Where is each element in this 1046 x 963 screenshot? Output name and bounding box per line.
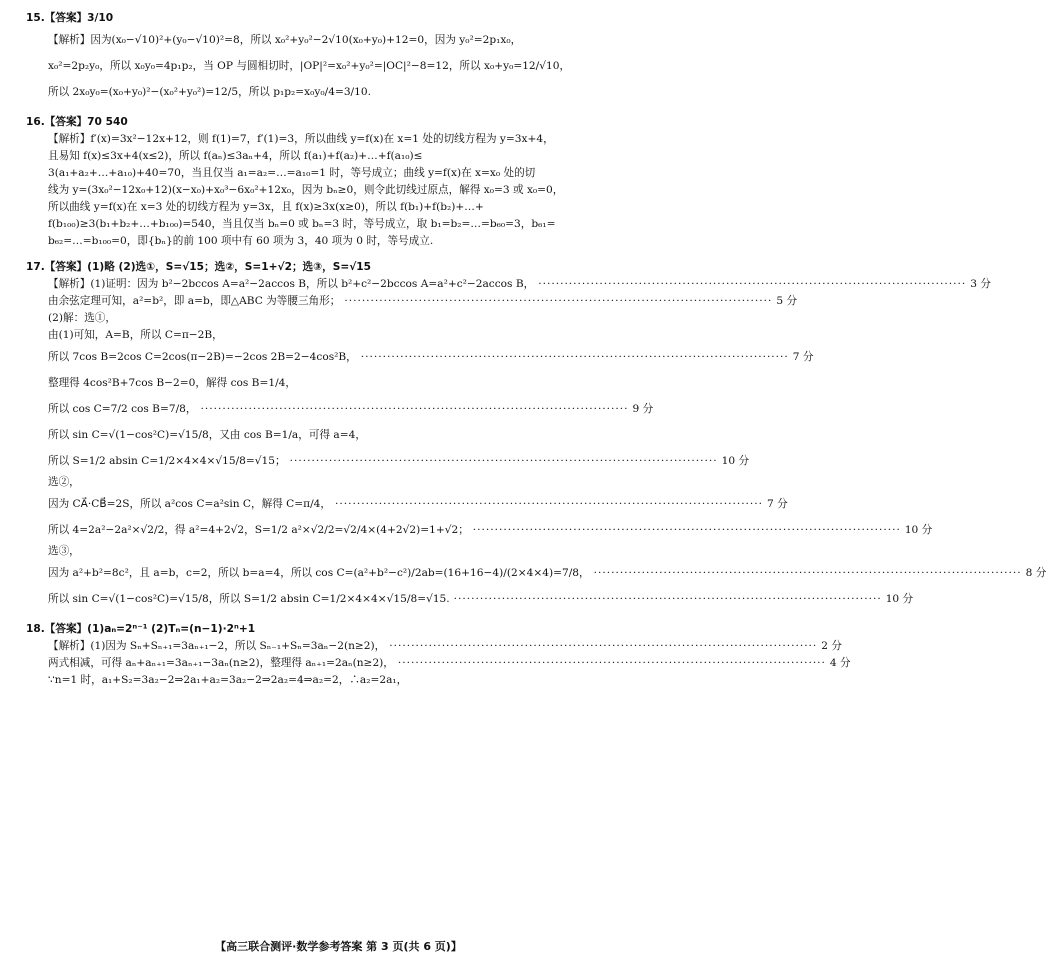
solution-line: ∵n=1 时，a₁+S₂=3a₂−2⇒2a₁+a₂=3a₂−2⇒2a₂=4⇒a₂=2，∴a₂=2a₁，	[48, 674, 408, 686]
dot-leader: ··································································································	[472, 524, 901, 536]
problem-18-answer	[26, 621, 651, 638]
score: 9 分	[632, 403, 654, 415]
solution-line: 因为 a²+b²=8c²，且 a=b，c=2，所以 b=a=4，所以 cos C=(a²+b²−c²)/2ab=(16+16−4)/(2×4×4)=7/8， ·································································································· 8 分	[26, 560, 651, 586]
score: 8 分	[1025, 567, 1046, 579]
dot-leader: ··································································································	[397, 657, 826, 669]
problem-16-answer	[26, 114, 651, 131]
dot-leader: ··································································································	[593, 567, 1022, 579]
solution-line: b₆₂=…=b₁₀₀=0，即{bₙ}的前 100 项中有 60 项为 3，40 项为 0 时，等号成立.	[48, 235, 434, 247]
dot-leader: ··································································································	[289, 455, 718, 467]
score: 2 分	[821, 640, 842, 652]
dot-leader: ··································································································	[453, 593, 882, 605]
solution-line: 所以 sin C=√(1−cos²C)=√15/8，所以 S=1/2 absin C=1/2×4×4×√15/8=√15. ·································································································· 10 分	[26, 586, 651, 612]
score: 4 分	[829, 657, 851, 669]
solution-line: 所以 cos C=7/2 cos B=7/8， ·································································································· 9 分	[26, 396, 651, 422]
solution-line: 所以 4=2a²−2a²×√2/2，得 a²=4+2√2，S=1/2 a²×√2/2=√2/4×(4+2√2)=1+√2； ·································································································· 10 分	[26, 517, 651, 543]
solution-line: 【解析】因为(x₀−√10)²+(y₀−√10)²=8，所以 x₀²+y₀²−2√10(x₀+y₀)+12=0，因为 y₀²=2p₁x₀，	[48, 34, 522, 46]
answer-text: 【答案】3/10	[44, 12, 114, 24]
score: 5 分	[776, 295, 798, 307]
problem-number: 18.	[26, 623, 45, 635]
solution-line: 且易知 f(x)≤3x+4(x≤2)，所以 f(aₙ)≤3aₙ+4，所以 f(a₁)+f(a₂)+…+f(a₁₀)≤	[48, 150, 423, 162]
solution-line: 两式相减，可得 aₙ+aₙ₊₁=3aₙ₊₁−3aₙ(n≥2)，整理得 aₙ₊₁=2aₙ(n≥2)， ·································································································· 4 分	[26, 655, 651, 672]
dot-leader: ··································································································	[200, 403, 629, 415]
score: 3 分	[970, 278, 991, 290]
answer-text: 【答案】(1)aₙ=2ⁿ⁻¹ (2)Tₙ=(n−1)·2ⁿ+1	[44, 623, 256, 635]
problem-17-answer	[26, 259, 651, 276]
solution-line: 所以 sin C=√(1−cos²C)=√15/8，又由 cos B=1/a，可得 a=4，	[48, 429, 366, 441]
solution-line: f(b₁₀₀)≥3(b₁+b₂+…+b₁₀₀)=540，当且仅当 bₙ=0 或 bₙ=3 时，等号成立，取 b₁=b₂=…=b₆₀=3，b₆₁=	[48, 218, 556, 230]
problem-number: 16.	[26, 116, 45, 128]
answer-text: 【答案】(1)略 (2)选①，S=√15；选②，S=1+√2；选③，S=√15	[44, 261, 372, 273]
solution-line: 所以 2x₀y₀=(x₀+y₀)²−(x₀²+y₀²)=12/5，所以 p₁p₂=x₀y₀/4=3/10.	[48, 86, 371, 98]
solution-line: 选②，	[48, 476, 80, 488]
dot-leader: ··································································································	[335, 498, 764, 510]
score: 7 分	[767, 498, 788, 510]
solution-line: 所以曲线 y=f(x)在 x=3 处的切线方程为 y=3x，且 f(x)≥3x(x≥0)，所以 f(b₁)+f(b₂)+…+	[48, 201, 484, 213]
score: 10 分	[904, 524, 933, 536]
problem-15-answer	[26, 10, 651, 27]
solution-line: 【解析】(1)因为 Sₙ+Sₙ₊₁=3aₙ₊₁−2，所以 Sₙ₋₁+Sₙ=3aₙ−2(n≥2)， ·································································································· 2 分	[26, 638, 651, 655]
solution-line: 线为 y=(3x₀²−12x₀+12)(x−x₀)+x₀³−6x₀²+12x₀，因为 bₙ≥0，则令此切线过原点，解得 x₀=3 或 x₀=0，	[48, 184, 564, 196]
solution-line: x₀²=2p₂y₀，所以 x₀y₀=4p₁p₂，当 OP 与圆相切时，|OP|²=x₀²+y₀²=|OC|²−8=12，所以 x₀+y₀=12/√10，	[48, 60, 571, 72]
solution-line: 因为 CA⃗·CB⃗=2S，所以 a²cos C=a²sin C，解得 C=π/4， ·································································································· 7 分	[26, 491, 651, 517]
dot-leader: ··································································································	[360, 351, 789, 363]
solution-line: 由余弦定理可知，a²=b²，即 a=b，即△ABC 为等腰三角形； ·································································································· 5 分	[26, 293, 651, 310]
solution-line: 3(a₁+a₂+…+a₁₀)+40=70，当且仅当 a₁=a₂=…=a₁₀=1 时，等号成立；曲线 y=f(x)在 x=x₀ 处的切	[48, 167, 536, 179]
page-footer: 【高三联合测评·数学参考答案 第 3 页(共 6 页)】	[215, 940, 462, 953]
solution-line: (2)解：选①，	[48, 312, 116, 324]
dot-leader: ··································································································	[538, 278, 967, 290]
score: 10 分	[721, 455, 750, 467]
problem-number: 15.	[26, 12, 45, 24]
problem-number: 17.	[26, 261, 45, 273]
solution-line: 选③，	[48, 545, 80, 557]
dot-leader: ··································································································	[344, 295, 773, 307]
solution-line: 整理得 4cos²B+7cos B−2=0，解得 cos B=1/4，	[48, 377, 296, 389]
solution-line: 【解析】(1)证明：因为 b²−2bccos A=a²−2accos B，所以 b²+c²−2bccos A=a²+c²−2accos B， ·································································································· 3 分	[26, 276, 651, 293]
score: 7 分	[792, 351, 814, 363]
solution-line: 由(1)可知，A=B，所以 C=π−2B，	[48, 329, 223, 341]
solution-line: 【解析】f′(x)=3x²−12x+12，则 f(1)=7，f′(1)=3，所以曲线 y=f(x)在 x=1 处的切线方程为 y=3x+4，	[48, 133, 554, 145]
answer-text: 【答案】70 540	[44, 116, 128, 128]
solution-line: 所以 7cos B=2cos C=2cos(π−2B)=−2cos 2B=2−4cos²B， ·································································································· 7 分	[26, 344, 651, 370]
dot-leader: ··································································································	[389, 640, 818, 652]
solution-line: 所以 S=1/2 absin C=1/2×4×4×√15/8=√15； ·································································································· 10 分	[26, 448, 651, 474]
score: 10 分	[885, 593, 914, 605]
